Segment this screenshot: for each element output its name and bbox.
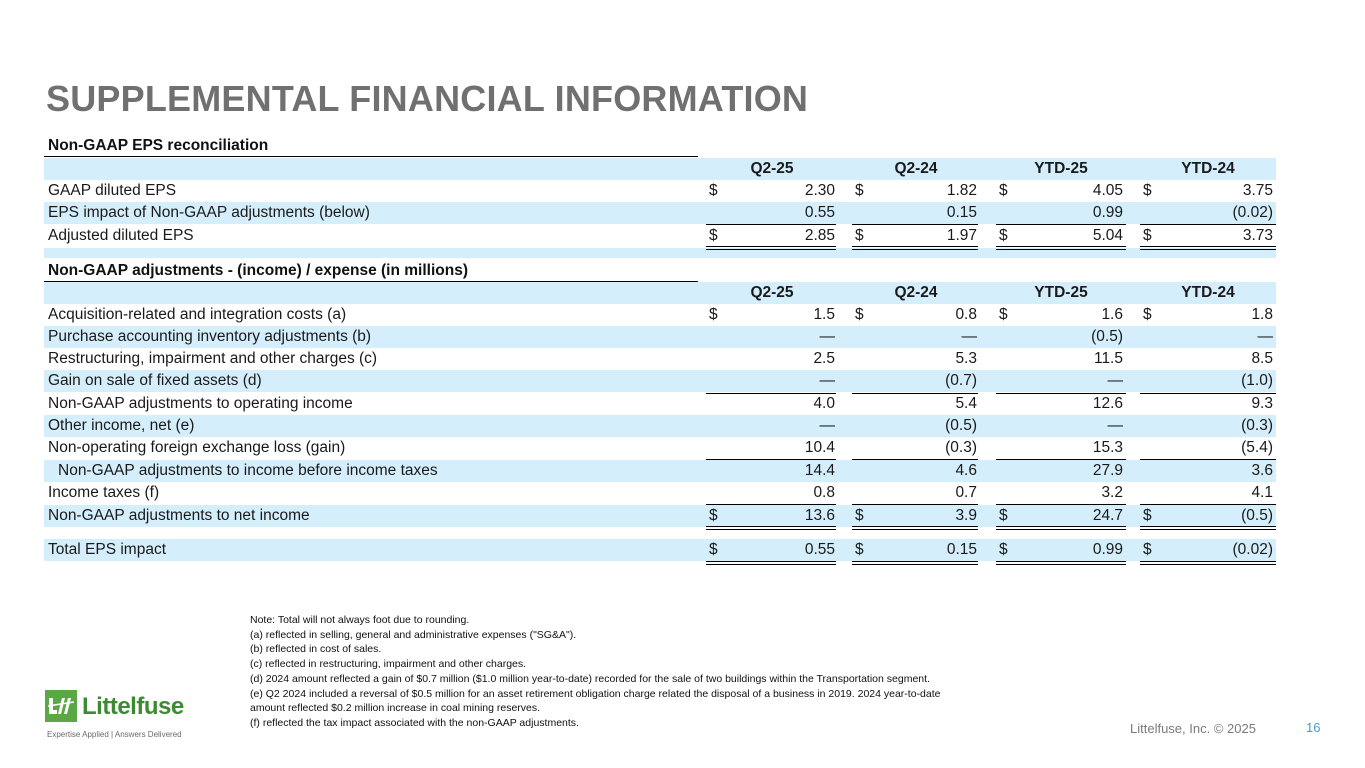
table-row [44, 460, 1276, 482]
cell-value: 3.75 [1242, 182, 1273, 199]
cell-value: (0.5) [1091, 328, 1123, 345]
section-divider [44, 156, 698, 157]
cell-value: 4.1 [1251, 484, 1273, 501]
table-row [44, 482, 1276, 504]
cell-value: 1.82 [946, 182, 977, 199]
row-label: Non-operating foreign exchange loss (gain) [48, 439, 346, 456]
logo-wordmark: Littelfuse [82, 693, 184, 720]
cell-value: — [819, 417, 835, 434]
cell-value: 4.6 [955, 462, 977, 479]
footnote: (d) 2024 amount reflected a gain of $0.7 million ($1.0 million year-to-date) recorded for the sale of two buildings within the Transportation segment. [250, 672, 930, 685]
cell-value: 2.85 [804, 227, 835, 244]
adjustments-section-heading: Non-GAAP adjustments - (income) / expense (in millions) [48, 262, 468, 279]
row-label: GAAP diluted EPS [48, 182, 177, 199]
adjustments-header-row [44, 282, 1276, 304]
total-double-rule [852, 561, 978, 565]
subtotal-rule [706, 459, 836, 460]
cell-value: 0.8 [955, 306, 977, 323]
cell-value: 3.73 [1242, 227, 1273, 244]
cell-value: 0.7 [955, 484, 977, 501]
cell-value: 24.7 [1092, 507, 1123, 524]
cell-value: 5.4 [955, 395, 977, 412]
subtotal-rule [706, 224, 836, 225]
cell-value: (0.5) [1241, 507, 1273, 524]
total-double-rule [996, 561, 1126, 565]
row-label: Adjusted diluted EPS [48, 227, 194, 244]
row-label: Non-GAAP adjustments to income before income taxes [58, 462, 438, 479]
footnote: Note: Total will not always foot due to rounding. [250, 614, 470, 626]
cell-value: 5.3 [955, 350, 977, 367]
subtotal-rule [1140, 224, 1276, 225]
footnote: (b) reflected in cost of sales. [250, 643, 382, 656]
cell-value: 0.15 [946, 541, 977, 558]
cell-value: (5.4) [1241, 439, 1273, 456]
footnote: amount reflected $0.2 million increase in coal mining reserves. [250, 702, 541, 715]
cell-value: 0.15 [946, 204, 977, 221]
total-double-rule [852, 526, 978, 530]
row-label: Non-GAAP adjustments to operating income [48, 395, 353, 412]
cell-value: 2.30 [804, 182, 835, 199]
row-label: Purchase accounting inventory adjustments (b) [48, 328, 372, 345]
footnote: (c) reflected in restructuring, impairment and other charges. [250, 658, 527, 671]
table-row [44, 393, 1276, 415]
cell-value: — [819, 328, 835, 345]
column-header: YTD-24 [1181, 284, 1235, 301]
footnote: (a) reflected in selling, general and administrative expenses ("SG&A"). [250, 628, 577, 641]
subtotal-rule [852, 393, 978, 394]
subtotal-rule [706, 393, 836, 394]
column-header: Q2-24 [894, 284, 938, 301]
row-label: Total EPS impact [48, 541, 167, 558]
logo-tagline: Expertise Applied | Answers Delivered [47, 730, 182, 739]
row-label: Income taxes (f) [48, 484, 160, 501]
page-title: SUPPLEMENTAL FINANCIAL INFORMATION [46, 78, 809, 119]
cell-value: 2.5 [813, 350, 835, 367]
cell-value: 1.97 [946, 227, 977, 244]
total-double-rule [1140, 526, 1276, 530]
cell-value: (0.3) [1241, 417, 1273, 434]
footer-copyright: Littelfuse, Inc. © 2025 [1130, 721, 1256, 736]
cell-value: 1.8 [1251, 306, 1273, 323]
fuse-logo-icon [45, 690, 77, 722]
total-double-rule [706, 561, 836, 565]
subtotal-rule [996, 504, 1126, 505]
subtotal-rule [1140, 459, 1276, 460]
footnotes [250, 613, 1070, 731]
cell-value: (1.0) [1241, 372, 1273, 389]
cell-value: 1.6 [1101, 306, 1123, 323]
cell-value: 3.2 [1101, 484, 1123, 501]
row-label: Restructuring, impairment and other charges (c) [48, 350, 378, 367]
total-double-rule [996, 246, 1126, 250]
row-label: EPS impact of Non-GAAP adjustments (below) [48, 204, 370, 221]
cell-value: 0.99 [1092, 541, 1123, 558]
cell-value: 5.04 [1092, 227, 1123, 244]
cell-value: 11.5 [1093, 350, 1123, 367]
cell-value: 0.99 [1092, 204, 1123, 221]
table-row [44, 348, 1276, 370]
table-row: Non-GAAP adjustments to net income $ 13.6 $ 3.9 $ 24.7 $ (0.5) [44, 505, 1276, 527]
subtotal-rule [852, 459, 978, 460]
table-row [44, 415, 1276, 437]
column-header: YTD-25 [1034, 160, 1088, 177]
cell-value: (0.5) [945, 417, 977, 434]
subtotal-rule [852, 504, 978, 505]
total-double-rule [706, 526, 836, 530]
cell-value: 13.6 [804, 507, 835, 524]
cell-value: 9.3 [1251, 395, 1273, 412]
table-row [44, 202, 1276, 224]
subtotal-rule [706, 504, 836, 505]
cell-value: (0.7) [945, 372, 977, 389]
total-double-rule [1140, 561, 1276, 565]
cell-value: 1.5 [813, 306, 835, 323]
subtotal-rule [852, 224, 978, 225]
cell-value: — [1107, 372, 1123, 389]
subtotal-rule [1140, 393, 1276, 394]
total-double-rule [852, 246, 978, 250]
cell-value: 3.9 [955, 507, 977, 524]
column-header: Q2-24 [894, 160, 938, 177]
cell-value: 8.5 [1251, 350, 1273, 367]
cell-value: 14.4 [804, 462, 835, 479]
cell-value: 12.6 [1092, 395, 1123, 412]
table-row [44, 437, 1276, 459]
eps-section-heading: Non-GAAP EPS reconciliation [48, 137, 269, 154]
table-row: Acquisition-related and integration costs (a) $ 1.5 $ 0.8 $ 1.6 $ 1.8 [48, 306, 1273, 323]
cell-value: — [819, 372, 835, 389]
column-header: Q2-25 [750, 160, 794, 177]
subtotal-rule [996, 393, 1126, 394]
page-number: 16 [1306, 720, 1321, 735]
row-label: Other income, net (e) [48, 417, 195, 434]
subtotal-rule [996, 459, 1126, 460]
column-header: YTD-24 [1181, 160, 1235, 177]
row-label: Gain on sale of fixed assets (d) [48, 372, 262, 389]
eps-header-row [44, 158, 1276, 180]
footnote: (f) reflected the tax impact associated with the non-GAAP adjustments. [250, 716, 579, 729]
total-row: Total EPS impact $ 0.55 $ 0.15 $ 0.99 $ (0.02) [44, 539, 1276, 561]
cell-value: — [1257, 328, 1273, 345]
subtotal-rule [1140, 504, 1276, 505]
row-label: Non-GAAP adjustments to net income [48, 507, 310, 524]
total-double-rule [996, 526, 1126, 530]
table-row [44, 370, 1276, 392]
column-header: YTD-25 [1034, 284, 1088, 301]
table-row: Adjusted diluted EPS $ 2.85 $ 1.97 $ 5.04 $ 3.73 [48, 227, 1273, 244]
table-row [44, 326, 1276, 348]
cell-value: — [961, 328, 977, 345]
row-label: Acquisition-related and integration costs (a) [48, 306, 347, 323]
total-double-rule [1140, 246, 1276, 250]
cell-value: — [1107, 417, 1123, 434]
footnote: (e) Q2 2024 included a reversal of $0.5 million for an asset retirement obligation charge related the disposal of a business in 2019. 2024 year-to-date [250, 687, 941, 700]
cell-value: 0.8 [813, 484, 835, 501]
table-row: GAAP diluted EPS $ 2.30 $ 1.82 $ 4.05 $ 3.75 [48, 182, 1273, 199]
cell-value: 4.05 [1092, 182, 1123, 199]
cell-value: 15.3 [1092, 439, 1123, 456]
cell-value: 0.55 [804, 541, 835, 558]
cell-value: 3.6 [1251, 462, 1273, 479]
total-double-rule [706, 246, 836, 250]
column-header: Q2-25 [750, 284, 794, 301]
cell-value: 0.55 [804, 204, 835, 221]
cell-value: 10.4 [804, 439, 835, 456]
cell-value: 4.0 [813, 395, 835, 412]
cell-value: (0.02) [1232, 204, 1273, 221]
cell-value: 27.9 [1092, 462, 1123, 479]
cell-value: (0.02) [1232, 541, 1273, 558]
cell-value: (0.3) [945, 439, 977, 456]
subtotal-rule [996, 224, 1126, 225]
